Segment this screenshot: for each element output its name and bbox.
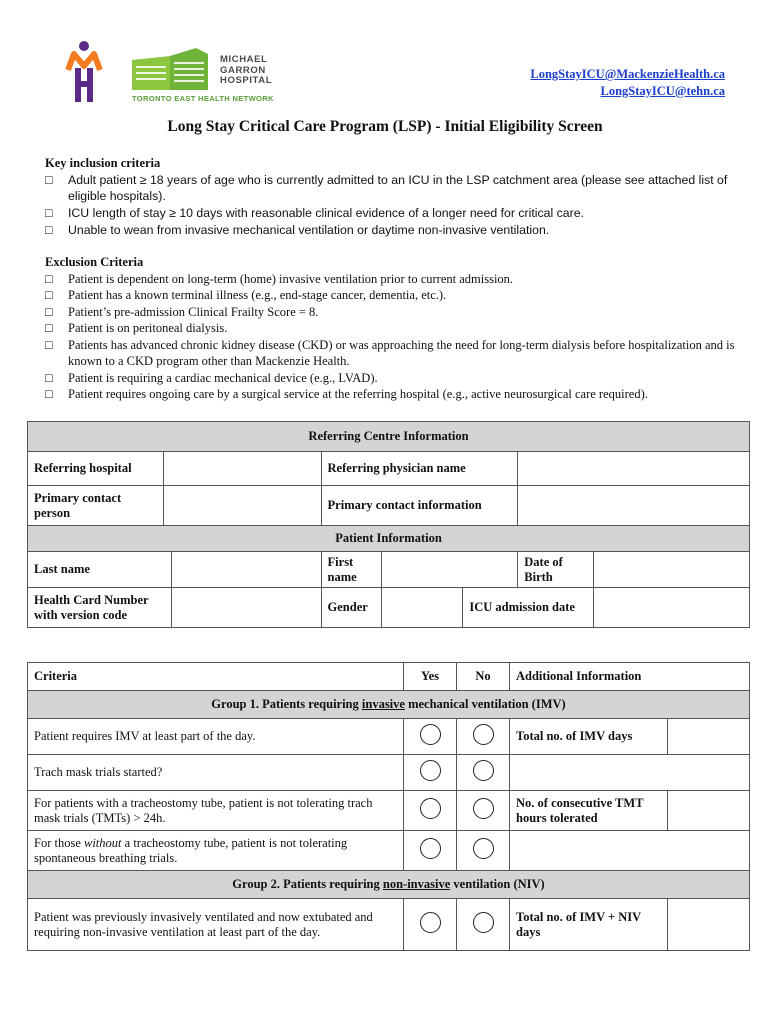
hospital-name-line: MICHAEL (220, 54, 268, 65)
yes-radio[interactable] (420, 798, 441, 819)
first-name-label: First name (321, 552, 381, 588)
info-label: Total no. of IMV + NIV days (510, 899, 668, 951)
no-cell (457, 719, 510, 755)
first-name-field[interactable] (381, 552, 518, 588)
criteria-row-text: Patient requires IMV at least part of the day. (28, 719, 404, 755)
icu-admission-field[interactable] (594, 588, 750, 628)
inclusion-item: □ ICU length of stay ≥ 10 days with reasonable clinical evidence of a longer need for critical care. (45, 206, 584, 220)
dob-field[interactable] (594, 552, 750, 588)
yes-radio[interactable] (420, 912, 441, 933)
gender-field[interactable] (381, 588, 463, 628)
health-card-label: Health Card Number with version code (28, 588, 172, 628)
no-radio[interactable] (473, 912, 494, 933)
inclusion-section (45, 155, 735, 239)
yes-radio[interactable] (420, 724, 441, 745)
last-name-field[interactable] (171, 552, 321, 588)
checkbox-icon[interactable]: □ (45, 337, 53, 352)
exclusion-item: □ Patients has advanced chronic kidney disease (CKD) or was approaching the need for long-term dialysis before hospitalization and is known to a CKD program other than Mackenzie Health. (45, 337, 735, 368)
yes-cell (404, 755, 457, 791)
no-radio[interactable] (473, 760, 494, 781)
hospital-name-line: HOSPITAL (220, 75, 273, 86)
inclusion-heading: Key inclusion criteria (45, 156, 161, 170)
primary-contact-field[interactable] (163, 486, 321, 526)
criteria-table (27, 662, 750, 951)
primary-contact-label: Primary contact person (28, 486, 164, 526)
exclusion-item: □ Patient’s pre-admission Clinical Frailty Score = 8. (45, 304, 319, 319)
criteria-row-text: Trach mask trials started? (28, 755, 404, 791)
yes-radio[interactable] (420, 760, 441, 781)
yes-cell (404, 899, 457, 951)
no-cell (457, 791, 510, 831)
checkbox-icon[interactable]: □ (45, 321, 53, 335)
no-radio[interactable] (473, 838, 494, 859)
checkbox-icon[interactable]: □ (45, 370, 53, 385)
yes-radio[interactable] (420, 838, 441, 859)
no-cell (457, 755, 510, 791)
info-field[interactable] (668, 791, 750, 831)
contact-emails (530, 66, 725, 99)
primary-contact-info-field[interactable] (518, 486, 750, 526)
hospital-name (220, 55, 272, 87)
checkbox-icon[interactable]: □ (45, 288, 53, 302)
exclusion-item: □ Patient requires ongoing care by a surgical service at the referring hospital (e.g., active neurosurgical care required). (45, 387, 648, 401)
no-cell (457, 831, 510, 871)
checkbox-icon[interactable]: □ (45, 172, 53, 187)
checkbox-icon[interactable]: □ (45, 206, 53, 220)
exclusion-section (45, 254, 735, 403)
page-title: Long Stay Critical Care Program (LSP) - Initial Eligibility Screen (167, 118, 603, 135)
info-field[interactable] (668, 899, 750, 951)
yes-cell (404, 719, 457, 755)
michael-garron-building-icon (130, 46, 210, 90)
additional-info-header: Additional Information (510, 663, 750, 691)
criteria-row-text: Patient was previously invasively ventilated and now extubated and requiring non-invasive ventilation at least part of the day. (28, 899, 404, 951)
exclusion-item: □ Patient has a known terminal illness (e.g., end-stage cancer, dementia, etc.). (45, 288, 447, 302)
group1-heading: Group 1. Patients requiring invasive mechanical ventilation (IMV) (28, 691, 750, 719)
referring-hospital-field[interactable] (163, 452, 321, 486)
exclusion-item: □ Patient is on peritoneal dialysis. (45, 321, 228, 335)
criteria-row-text: For patients with a tracheostomy tube, patient is not tolerating trach mask trials (TMTs) > 24h. (28, 791, 404, 831)
yes-cell (404, 791, 457, 831)
mh-logo-icon (64, 40, 104, 108)
referring-heading: Referring Centre Information (28, 422, 750, 452)
yes-cell (404, 831, 457, 871)
exclusion-item: □ Patient is requiring a cardiac mechanical device (e.g., LVAD). (45, 370, 378, 385)
last-name-label: Last name (28, 552, 172, 588)
no-radio[interactable] (473, 724, 494, 745)
checkbox-icon[interactable]: □ (45, 223, 53, 237)
patient-heading: Patient Information (28, 526, 750, 552)
referring-physician-label: Referring physician name (321, 452, 518, 486)
referring-hospital-label: Referring hospital (28, 452, 164, 486)
yes-column-header: Yes (404, 663, 457, 691)
inclusion-item: □ Adult patient ≥ 18 years of age who is currently admitted to an ICU in the LSP catchment area (please see attached list of eligible hospitals). (45, 172, 728, 203)
info-label: Total no. of IMV days (510, 719, 668, 755)
email-link-tehn[interactable]: LongStayICU@tehn.ca (600, 83, 725, 98)
inclusion-item: □ Unable to wean from invasive mechanical ventilation or daytime non-invasive ventilation. (45, 223, 550, 237)
health-card-field[interactable] (171, 588, 321, 628)
hospital-name-line: GARRON (220, 64, 266, 76)
info-field[interactable] (510, 831, 750, 871)
exclusion-item: □ Patient is dependent on long-term (home) invasive ventilation prior to current admission. (45, 271, 514, 286)
primary-contact-info-label: Primary contact information (321, 486, 518, 526)
exclusion-heading: Exclusion Criteria (45, 255, 144, 269)
group2-heading: Group 2. Patients requiring non-invasive ventilation (NIV) (28, 871, 750, 899)
email-link-mackenzie[interactable]: LongStayICU@MackenzieHealth.ca (530, 67, 725, 81)
info-field[interactable] (510, 755, 750, 791)
network-name: TORONTO EAST HEALTH NETWORK (132, 94, 274, 103)
icu-admission-label: ICU admission date (463, 588, 594, 628)
no-column-header: No (457, 663, 510, 691)
checkbox-icon[interactable]: □ (45, 271, 53, 286)
criteria-row-text: For those without a tracheostomy tube, patient is not tolerating spontaneous breathing trials. (28, 831, 404, 871)
info-field[interactable] (668, 719, 750, 755)
checkbox-icon[interactable]: □ (45, 387, 53, 401)
criteria-column-header: Criteria (28, 663, 404, 691)
checkbox-icon[interactable]: □ (45, 304, 53, 319)
referring-physician-field[interactable] (518, 452, 750, 486)
info-label: No. of consecutive TMT hours tolerated (510, 791, 668, 831)
gender-label: Gender (321, 588, 381, 628)
referring-patient-table (27, 421, 750, 628)
no-radio[interactable] (473, 798, 494, 819)
dob-label: Date of Birth (518, 552, 594, 588)
no-cell (457, 899, 510, 951)
